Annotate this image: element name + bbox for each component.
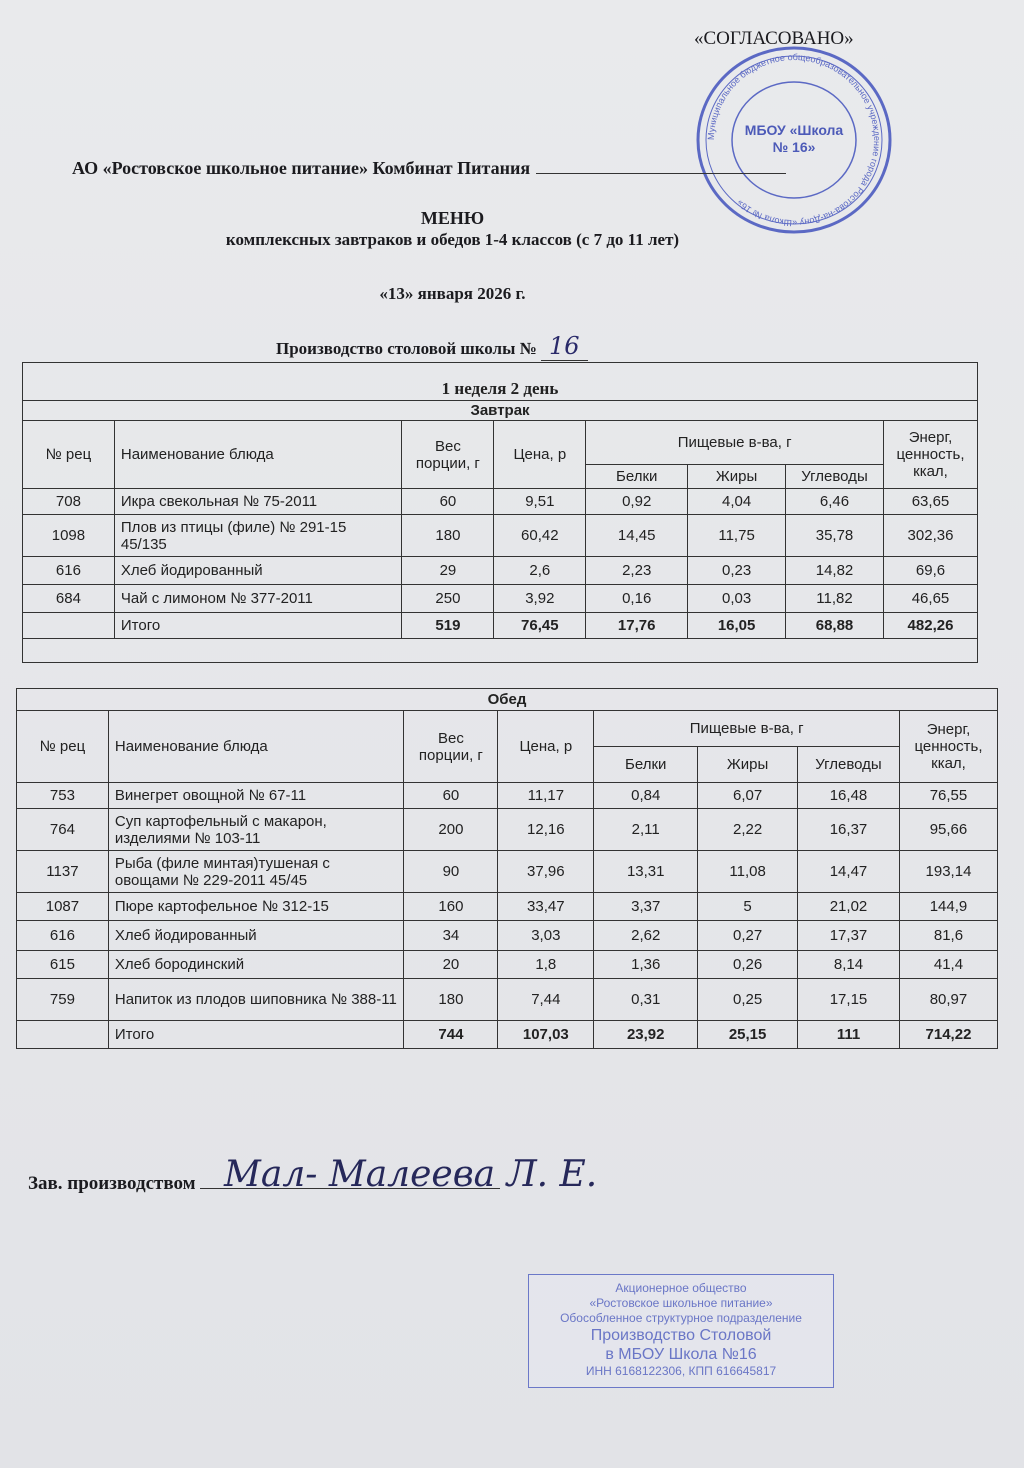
rectangular-stamp: [528, 1274, 834, 1388]
carbs-cell: 14,82: [786, 557, 884, 585]
proteins-cell: 2,23: [586, 557, 688, 585]
table-row: [23, 489, 978, 515]
recipe-no-cell: 759: [17, 979, 109, 1021]
price-cell: 3,03: [498, 921, 594, 951]
round-stamp-center: МБОУ «Школа № 16»: [744, 122, 844, 155]
weight-cell: 180: [404, 979, 498, 1021]
fats-cell: 0,25: [698, 979, 798, 1021]
table-row: [17, 921, 998, 951]
recipe-no-cell: 1137: [17, 851, 109, 893]
total-carbs: 68,88: [786, 613, 884, 639]
energy-cell: 80,97: [899, 979, 997, 1021]
proteins-cell: 1,36: [594, 951, 698, 979]
dish-name-cell: Винегрет овощной № 67-11: [108, 783, 404, 809]
price-cell: 33,47: [498, 893, 594, 921]
dish-name-cell: Плов из птицы (филе) № 291-15 45/135: [114, 515, 402, 557]
fats-cell: 4,04: [688, 489, 786, 515]
weight-cell: 60: [402, 489, 494, 515]
menu-date: «13» января 2026 г.: [379, 284, 526, 303]
table-row: [17, 951, 998, 979]
total-label: Итого: [114, 613, 402, 639]
menu-subtitle: комплексных завтраков и обедов 1-4 классов (с 7 до 11 лет): [225, 230, 680, 249]
price-cell: 12,16: [498, 809, 594, 851]
dish-name-cell: Хлеб йодированный: [108, 921, 404, 951]
price-cell: 2,6: [494, 557, 586, 585]
dish-name-cell: Чай с лимоном № 377-2011: [114, 585, 402, 613]
carbs-cell: 17,15: [798, 979, 900, 1021]
weight-cell: 60: [404, 783, 498, 809]
production-number: 16: [541, 332, 588, 361]
fats-cell: 5: [698, 893, 798, 921]
company-name: АО «Ростовское школьное питание» Комбинат Питания: [72, 158, 531, 178]
recipe-no-cell: 1087: [17, 893, 109, 921]
fats-cell: 11,08: [698, 851, 798, 893]
energy-cell: 95,66: [899, 809, 997, 851]
rect-stamp-line-4: Производство Столовой: [590, 1327, 772, 1344]
total-label: Итого: [108, 1021, 404, 1049]
energy-cell: 69,6: [883, 557, 977, 585]
recipe-no-cell: 615: [17, 951, 109, 979]
dish-name-cell: Икра свекольная № 75-2011: [114, 489, 402, 515]
col-nutrients: Пищевые в-ва, г: [594, 711, 900, 747]
week-day-header: 1 неделя 2 день: [23, 363, 978, 401]
lunch-table: [16, 688, 998, 1049]
col-dish-name: Наименование блюда: [114, 421, 402, 489]
total-fats: 16,05: [688, 613, 786, 639]
dish-name-cell: Рыба (филе минтая)тушеная с овощами № 229-2011 45/45: [108, 851, 404, 893]
proteins-cell: 0,16: [586, 585, 688, 613]
weight-cell: 34: [404, 921, 498, 951]
breakfast-section-label: Завтрак: [23, 401, 978, 421]
table-row: [23, 585, 978, 613]
approval-heading: «СОГЛАСОВАНО»: [694, 28, 854, 49]
fats-cell: 0,23: [688, 557, 786, 585]
production-line: [276, 332, 588, 360]
dish-name-cell: Напиток из плодов шиповника № 388-11: [108, 979, 404, 1021]
fats-cell: 0,03: [688, 585, 786, 613]
price-cell: 7,44: [498, 979, 594, 1021]
total-energy: 482,26: [883, 613, 977, 639]
dish-name-cell: Пюре картофельное № 312-15: [108, 893, 404, 921]
table-row: [17, 851, 998, 893]
fats-cell: 0,26: [698, 951, 798, 979]
carbs-cell: 35,78: [786, 515, 884, 557]
manager-label: Зав. производством: [28, 1173, 196, 1194]
rect-stamp-line-6: ИНН 6168122306, КПП 616645817: [585, 1364, 777, 1378]
table-row: [17, 809, 998, 851]
energy-cell: 46,65: [883, 585, 977, 613]
energy-cell: 63,65: [883, 489, 977, 515]
total-proteins: 17,76: [586, 613, 688, 639]
company-underline: [536, 159, 786, 174]
total-price: 107,03: [498, 1021, 594, 1049]
weight-cell: 29: [402, 557, 494, 585]
weight-cell: 200: [404, 809, 498, 851]
fats-cell: 6,07: [698, 783, 798, 809]
proteins-cell: 14,45: [586, 515, 688, 557]
weight-cell: 160: [404, 893, 498, 921]
col-recipe-no: № рец: [23, 421, 115, 489]
col-recipe-no: № рец: [17, 711, 109, 783]
weight-cell: 20: [404, 951, 498, 979]
total-energy: 714,22: [899, 1021, 997, 1049]
company-line: [72, 158, 786, 179]
total-fats: 25,15: [698, 1021, 798, 1049]
table-row: [17, 783, 998, 809]
carbs-cell: 16,37: [798, 809, 900, 851]
fats-cell: 11,75: [688, 515, 786, 557]
col-carbs: Углеводы: [798, 747, 900, 783]
col-weight: Вес порции, г: [402, 421, 494, 489]
total-weight: 519: [402, 613, 494, 639]
recipe-no-cell: 1098: [23, 515, 115, 557]
carbs-cell: 6,46: [786, 489, 884, 515]
spacer-row: [23, 639, 978, 663]
carbs-cell: 8,14: [798, 951, 900, 979]
proteins-cell: 3,37: [594, 893, 698, 921]
col-dish-name: Наименование блюда: [108, 711, 404, 783]
recipe-no-cell: 616: [17, 921, 109, 951]
breakfast-table: [22, 362, 978, 663]
recipe-no-cell: 753: [17, 783, 109, 809]
menu-title: МЕНЮ: [420, 208, 485, 228]
col-proteins: Белки: [586, 465, 688, 489]
lunch-section-label: Обед: [17, 689, 998, 711]
weight-cell: 90: [404, 851, 498, 893]
price-cell: 1,8: [498, 951, 594, 979]
col-price: Цена, р: [498, 711, 594, 783]
carbs-cell: 21,02: [798, 893, 900, 921]
energy-cell: 81,6: [899, 921, 997, 951]
proteins-cell: 0,31: [594, 979, 698, 1021]
rect-stamp-line-1: Акционерное общество: [615, 1281, 747, 1295]
table-row: [17, 893, 998, 921]
recipe-no-cell: 708: [23, 489, 115, 515]
col-price: Цена, р: [494, 421, 586, 489]
col-nutrients: Пищевые в-ва, г: [586, 421, 884, 465]
proteins-cell: 2,11: [594, 809, 698, 851]
recipe-no-cell: 616: [23, 557, 115, 585]
recipe-no-cell: 684: [23, 585, 115, 613]
recipe-no-cell: 764: [17, 809, 109, 851]
proteins-cell: 0,84: [594, 783, 698, 809]
carbs-cell: 11,82: [786, 585, 884, 613]
col-fats: Жиры: [688, 465, 786, 489]
carbs-cell: 17,37: [798, 921, 900, 951]
fats-cell: 2,22: [698, 809, 798, 851]
energy-cell: 144,9: [899, 893, 997, 921]
table-row: [23, 515, 978, 557]
col-energy: Энерг, ценность, ккал,: [883, 421, 977, 489]
energy-cell: 193,14: [899, 851, 997, 893]
handwritten-signature: [220, 1142, 640, 1217]
round-stamp-ring-text: Муниципальное бюджетное общеобразовательное учреждение города Ростова-на-Дону «Школа № 16»: [705, 51, 883, 229]
price-cell: 3,92: [494, 585, 586, 613]
col-fats: Жиры: [698, 747, 798, 783]
energy-cell: 41,4: [899, 951, 997, 979]
col-energy: Энерг, ценность, ккал,: [899, 711, 997, 783]
energy-cell: 302,36: [883, 515, 977, 557]
carbs-cell: 16,48: [798, 783, 900, 809]
weight-cell: 250: [402, 585, 494, 613]
table-row: [17, 979, 998, 1021]
energy-cell: 76,55: [899, 783, 997, 809]
price-cell: 9,51: [494, 489, 586, 515]
rect-stamp-line-2: «Ростовское школьное питание»: [589, 1296, 773, 1310]
price-cell: 60,42: [494, 515, 586, 557]
proteins-cell: 2,62: [594, 921, 698, 951]
signature-text: Мал- Малеева Л. Е.: [224, 1154, 598, 1195]
col-proteins: Белки: [594, 747, 698, 783]
col-weight: Вес порции, г: [404, 711, 498, 783]
total-weight: 744: [404, 1021, 498, 1049]
total-proteins: 23,92: [594, 1021, 698, 1049]
price-cell: 37,96: [498, 851, 594, 893]
total-price: 76,45: [494, 613, 586, 639]
dish-name-cell: Суп картофельный с макарон, изделиями № 103-11: [108, 809, 404, 851]
price-cell: 11,17: [498, 783, 594, 809]
col-carbs: Углеводы: [786, 465, 884, 489]
proteins-cell: 0,92: [586, 489, 688, 515]
rect-stamp-line-5: в МБОУ Школа №16: [605, 1346, 757, 1363]
proteins-cell: 13,31: [594, 851, 698, 893]
breakfast-total-row: [23, 613, 978, 639]
fats-cell: 0,27: [698, 921, 798, 951]
rect-stamp-line-3: Обособленное структурное подразделение: [560, 1311, 802, 1325]
table-row: [23, 557, 978, 585]
dish-name-cell: Хлеб бородинский: [108, 951, 404, 979]
lunch-total-row: [17, 1021, 998, 1049]
production-label: Производство столовой школы №: [276, 339, 537, 358]
weight-cell: 180: [402, 515, 494, 557]
dish-name-cell: Хлеб йодированный: [114, 557, 402, 585]
carbs-cell: 14,47: [798, 851, 900, 893]
total-carbs: 111: [798, 1021, 900, 1049]
